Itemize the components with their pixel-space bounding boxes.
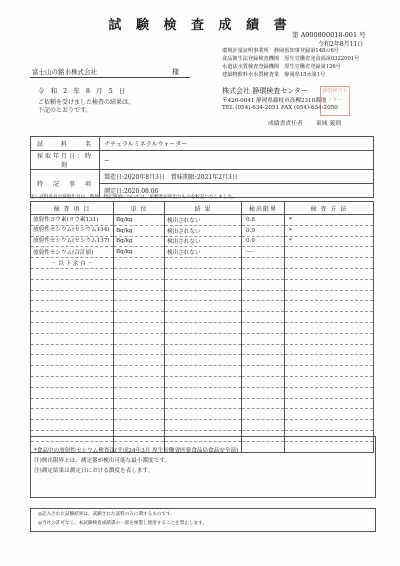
- cell-unit: [114, 376, 165, 387]
- info-label: 試 料 名: [31, 137, 100, 151]
- cell-limit: [242, 398, 285, 409]
- cell-item: － 以 下 余 白 －: [31, 258, 114, 269]
- cell-limit: [242, 355, 285, 366]
- info-value: 製造日:2020年8月3日 賞味期限:2021年2月3日: [100, 170, 374, 184]
- cell-result: [165, 333, 242, 344]
- cell-item: [31, 376, 114, 387]
- cell-method: [285, 247, 374, 258]
- reg-value: 厚生労働省登録第126号: [284, 64, 341, 70]
- cell-result: [165, 420, 242, 431]
- results-table: [30, 201, 374, 453]
- cell-item: [31, 268, 114, 279]
- table-row: [31, 387, 374, 398]
- table-row: [31, 279, 374, 290]
- cell-unit: Bq/kg: [114, 215, 165, 226]
- company-tel: TEL (054)-634-2051 FAX (054)-634-2050: [222, 105, 338, 111]
- cell-method: [285, 409, 374, 420]
- table-row: [31, 247, 374, 258]
- cell-unit: [114, 333, 165, 344]
- results-body: [31, 215, 374, 453]
- cell-method: [285, 312, 374, 323]
- cell-method: [285, 387, 374, 398]
- manager-label: 成績書責任者: [268, 121, 303, 127]
- info-row: [31, 170, 374, 184]
- cell-item: [31, 312, 114, 323]
- cell-item: [31, 387, 114, 398]
- cell-limit: 0.9: [242, 225, 285, 236]
- cell-result: [165, 268, 242, 279]
- cell-limit: 0.8: [242, 215, 285, 226]
- cell-limit: [242, 366, 285, 377]
- cell-unit: [114, 355, 165, 366]
- cell-limit: [242, 344, 285, 355]
- cell-result: [165, 258, 242, 269]
- table-row: [31, 398, 374, 409]
- cell-item: [31, 409, 114, 420]
- reg-value: 静岡県知事登録第148の6号: [273, 48, 339, 54]
- cell-item: [31, 398, 114, 409]
- report-date: 令和2年8月11日: [318, 41, 364, 48]
- cell-limit: [242, 279, 285, 290]
- table-row: [31, 268, 374, 279]
- cell-item: [31, 333, 114, 344]
- honorific: 様: [172, 68, 179, 76]
- cell-method: [285, 398, 374, 409]
- table-row: [31, 236, 374, 247]
- report-number: 第 A000800018-001 号: [292, 31, 366, 39]
- cell-item: [31, 322, 114, 333]
- cell-unit: [114, 398, 165, 409]
- cell-unit: [114, 344, 165, 355]
- issue-date: 令 和 2 年 8 月 5 日: [38, 87, 128, 95]
- results-header-row: [31, 202, 374, 215]
- cell-method: [285, 279, 374, 290]
- cell-limit: [242, 387, 285, 398]
- cell-unit: Bq/kg: [114, 225, 165, 236]
- disclaimer-line: ◎当社の許可なく、本試験検査成績書の一部を複製し使用することを禁止します。: [38, 521, 207, 526]
- cell-method: [285, 333, 374, 344]
- info-value: ナチュラルミネラルウォーター: [100, 137, 374, 151]
- cell-unit: [114, 420, 165, 431]
- cell-method: [285, 376, 374, 387]
- cell-result: [165, 279, 242, 290]
- info-row: [31, 151, 374, 170]
- cell-result: [165, 387, 242, 398]
- cell-item: [31, 366, 114, 377]
- header-result: 結 果: [165, 202, 242, 215]
- info-label: 採取年月日：時刻: [31, 151, 100, 170]
- cell-method: *: [285, 215, 374, 226]
- cell-method: [285, 322, 374, 333]
- info-label: 特 記 事 項: [31, 170, 100, 198]
- cell-item: 放射性ヨウ素(ヨウ素131): [31, 215, 114, 226]
- report-title: 試 験 検 査 成 績 書: [108, 18, 292, 33]
- cell-result: 検出されない: [165, 215, 242, 226]
- cell-limit: [242, 376, 285, 387]
- cell-limit: [242, 333, 285, 344]
- cell-item: [31, 420, 114, 431]
- table-row: [31, 322, 374, 333]
- cell-item: [31, 290, 114, 301]
- cell-unit: [114, 279, 165, 290]
- cell-method: [285, 290, 374, 301]
- cell-limit: [242, 268, 285, 279]
- cell-limit: 0.9: [242, 236, 285, 247]
- cell-result: [165, 355, 242, 366]
- table-row: [31, 420, 374, 431]
- header-method: 検 査 方 法: [285, 202, 374, 215]
- cell-item: [31, 344, 114, 355]
- table-row: [31, 333, 374, 344]
- cell-item: [31, 301, 114, 312]
- company-address: 〒426-0041 静岡県藤枝市高柳2310番地: [222, 98, 327, 104]
- sample-info-table: [30, 136, 374, 198]
- intro-line: ご依頼を受けました検査の結果は、: [38, 99, 135, 106]
- info-value: ー: [100, 151, 374, 170]
- cell-unit: [114, 409, 165, 420]
- cell-unit: [114, 290, 165, 301]
- cell-limit: [242, 322, 285, 333]
- reg-label: 食品衛生法登録検査機関: [222, 56, 280, 62]
- reg-value: 静岡県15水第1号: [284, 72, 326, 78]
- cell-result: 検出されない: [165, 236, 242, 247]
- header-item: 検 査 項 目: [31, 202, 114, 215]
- cell-unit: Bq/kg: [114, 236, 165, 247]
- header-limit: 検出限界: [242, 202, 285, 215]
- table-row: [31, 312, 374, 323]
- table-row: [31, 344, 374, 355]
- cell-result: [165, 322, 242, 333]
- footer-note: 注)検出限界とは、測定器が検出可能な最小濃度です。: [34, 458, 170, 464]
- table-row: [31, 290, 374, 301]
- cell-method: *: [285, 225, 374, 236]
- header-unit: 単 位: [114, 202, 165, 215]
- cell-unit: [114, 258, 165, 269]
- cell-limit: [242, 409, 285, 420]
- footer-note: *食品中の放射性セシウム検査法(平成24年3月 厚生労働省医薬食品局食品安全部): [34, 448, 239, 454]
- cell-method: [285, 366, 374, 377]
- cell-unit: [114, 366, 165, 377]
- table-row: [31, 301, 374, 312]
- cell-unit: [114, 387, 165, 398]
- footer-note: 注)測定結果は測定日における濃度を表します。: [34, 468, 154, 474]
- cell-result: [165, 376, 242, 387]
- table-row: [31, 215, 374, 226]
- reg-label: 建築物飲料水水質検査業: [222, 72, 280, 78]
- cell-result: [165, 344, 242, 355]
- info-row: [31, 137, 374, 151]
- table-row: [31, 258, 374, 269]
- cell-item: [31, 279, 114, 290]
- cell-limit: [242, 301, 285, 312]
- table-row: [31, 225, 374, 236]
- table-row: [31, 366, 374, 377]
- company-name: 株式会社 静環検査センター: [222, 87, 308, 95]
- table-row: [31, 355, 374, 366]
- cell-method: [285, 258, 374, 269]
- cell-unit: [114, 322, 165, 333]
- cell-limit: [242, 258, 285, 269]
- info-value: 測定日:2020.08.06: [100, 184, 374, 198]
- reg-label: 水道法水質検査登録機関: [222, 64, 280, 70]
- cell-method: [285, 344, 374, 355]
- table-row: [31, 376, 374, 387]
- cell-limit: [242, 290, 285, 301]
- cell-result: 検出されない: [165, 225, 242, 236]
- manager-name: 東城 義則: [316, 121, 342, 127]
- cell-limit: [242, 420, 285, 431]
- cell-method: [285, 355, 374, 366]
- cell-unit: Bq/kg: [114, 247, 165, 258]
- company-seal: 静環検査センター: [320, 86, 350, 116]
- table-row: [31, 409, 374, 420]
- cell-method: [285, 301, 374, 312]
- reg-label: 環境計量証明事業所: [222, 48, 269, 54]
- sample-note: 注）試料名及び採取年月日、時刻、特記事項については、依頼者が申出たものを転記いたしました。: [30, 195, 237, 200]
- cell-limit: ----: [242, 247, 285, 258]
- cell-result: [165, 409, 242, 420]
- cell-unit: [114, 312, 165, 323]
- cell-limit: [242, 312, 285, 323]
- cell-result: [165, 398, 242, 409]
- client-name: 富士山の銘水株式会社: [32, 68, 97, 76]
- reg-value: 厚生労働省発食福第0322001号: [284, 56, 360, 62]
- cell-unit: [114, 268, 165, 279]
- cell-item: [31, 355, 114, 366]
- cell-unit: [114, 301, 165, 312]
- cell-result: [165, 290, 242, 301]
- cell-result: [165, 312, 242, 323]
- intro-line: 下記のとおりです。: [38, 107, 92, 114]
- cell-result: 検出されない: [165, 247, 242, 258]
- cell-item: 放射性セシウム(セシウム137): [31, 236, 114, 247]
- disclaimer-line: ◎記入された試験結果は、試験された試料のみに関するものです。: [38, 512, 175, 517]
- cell-result: [165, 301, 242, 312]
- cell-method: *: [285, 236, 374, 247]
- cell-method: [285, 420, 374, 431]
- cell-result: [165, 366, 242, 377]
- cell-method: [285, 268, 374, 279]
- cell-item: 放射性セシウム(合計値): [31, 247, 114, 258]
- cell-item: 放射性セシウム(セシウム134): [31, 225, 114, 236]
